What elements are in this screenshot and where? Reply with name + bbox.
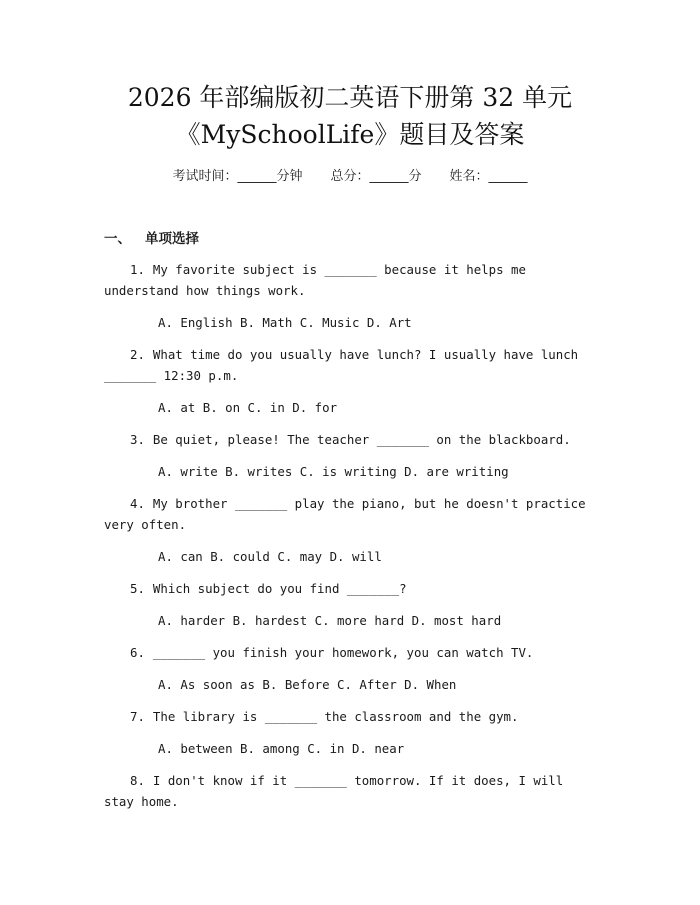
question-item	[104, 770, 594, 812]
question-options: A. at B. on C. in D. for	[158, 400, 338, 415]
question-number: 2.	[130, 347, 145, 362]
question-number: 6.	[130, 645, 145, 660]
exam-meta	[0, 167, 700, 187]
question-list	[104, 259, 594, 812]
question-item	[104, 706, 594, 759]
question-options: A. harder B. hardest C. more hard D. most hard	[158, 613, 502, 628]
name-field: 姓名：______	[449, 169, 528, 184]
question-options: A. As soon as B. Before C. After D. When	[158, 677, 457, 692]
question-stem: My brother _______ play the piano, but he doesn't practice very often.	[104, 496, 586, 532]
question-stem: The library is _______ the classroom and the gym.	[152, 709, 519, 724]
question-text	[104, 578, 594, 599]
question-text	[104, 706, 594, 727]
section-title: 单项选择	[145, 231, 199, 247]
question-text	[104, 429, 594, 450]
question-item	[104, 578, 594, 631]
section-number: 一、	[104, 231, 131, 247]
question-stem: My favorite subject is _______ because it helps me understand how things work.	[104, 262, 526, 298]
question-number: 4.	[130, 496, 145, 511]
question-stem: Be quiet, please! The teacher _______ on the blackboard.	[152, 432, 571, 447]
total-score-field: 总分：______分	[330, 169, 422, 184]
question-text	[104, 259, 594, 301]
question-item	[104, 344, 594, 418]
question-text	[104, 642, 594, 663]
question-stem: Which subject do you find _______?	[152, 581, 407, 596]
question-number: 5.	[130, 581, 145, 596]
question-number: 3.	[130, 432, 145, 447]
question-stem: I don't know if it _______ tomorrow. If it does, I will stay home.	[104, 773, 564, 809]
question-item	[104, 493, 594, 567]
question-text	[104, 770, 594, 812]
question-options: A. can B. could C. may D. will	[158, 549, 382, 564]
question-item	[104, 642, 594, 695]
question-stem: What time do you usually have lunch? I usually have lunch _______ 12:30 p.m.	[104, 347, 579, 383]
question-options: A. between B. among C. in D. near	[158, 741, 405, 756]
document-title-line2: 《MySchoolLife》题目及答案	[175, 120, 525, 149]
section-heading	[104, 229, 199, 249]
question-text	[104, 493, 594, 535]
question-item	[104, 259, 594, 333]
question-options: A. write B. writes C. is writing D. are writing	[158, 464, 509, 479]
question-options: A. English B. Math C. Music D. Art	[158, 315, 412, 330]
question-item	[104, 429, 594, 482]
question-number: 8.	[130, 773, 145, 788]
question-number: 7.	[130, 709, 145, 724]
question-number: 1.	[130, 262, 145, 277]
exam-time-field: 考试时间：______分钟	[172, 169, 303, 184]
document-title-line1: 2026 年部编版初二英语下册第 32 单元	[127, 83, 573, 112]
question-stem: _______ you finish your homework, you can watch TV.	[152, 645, 534, 660]
question-text	[104, 344, 594, 386]
